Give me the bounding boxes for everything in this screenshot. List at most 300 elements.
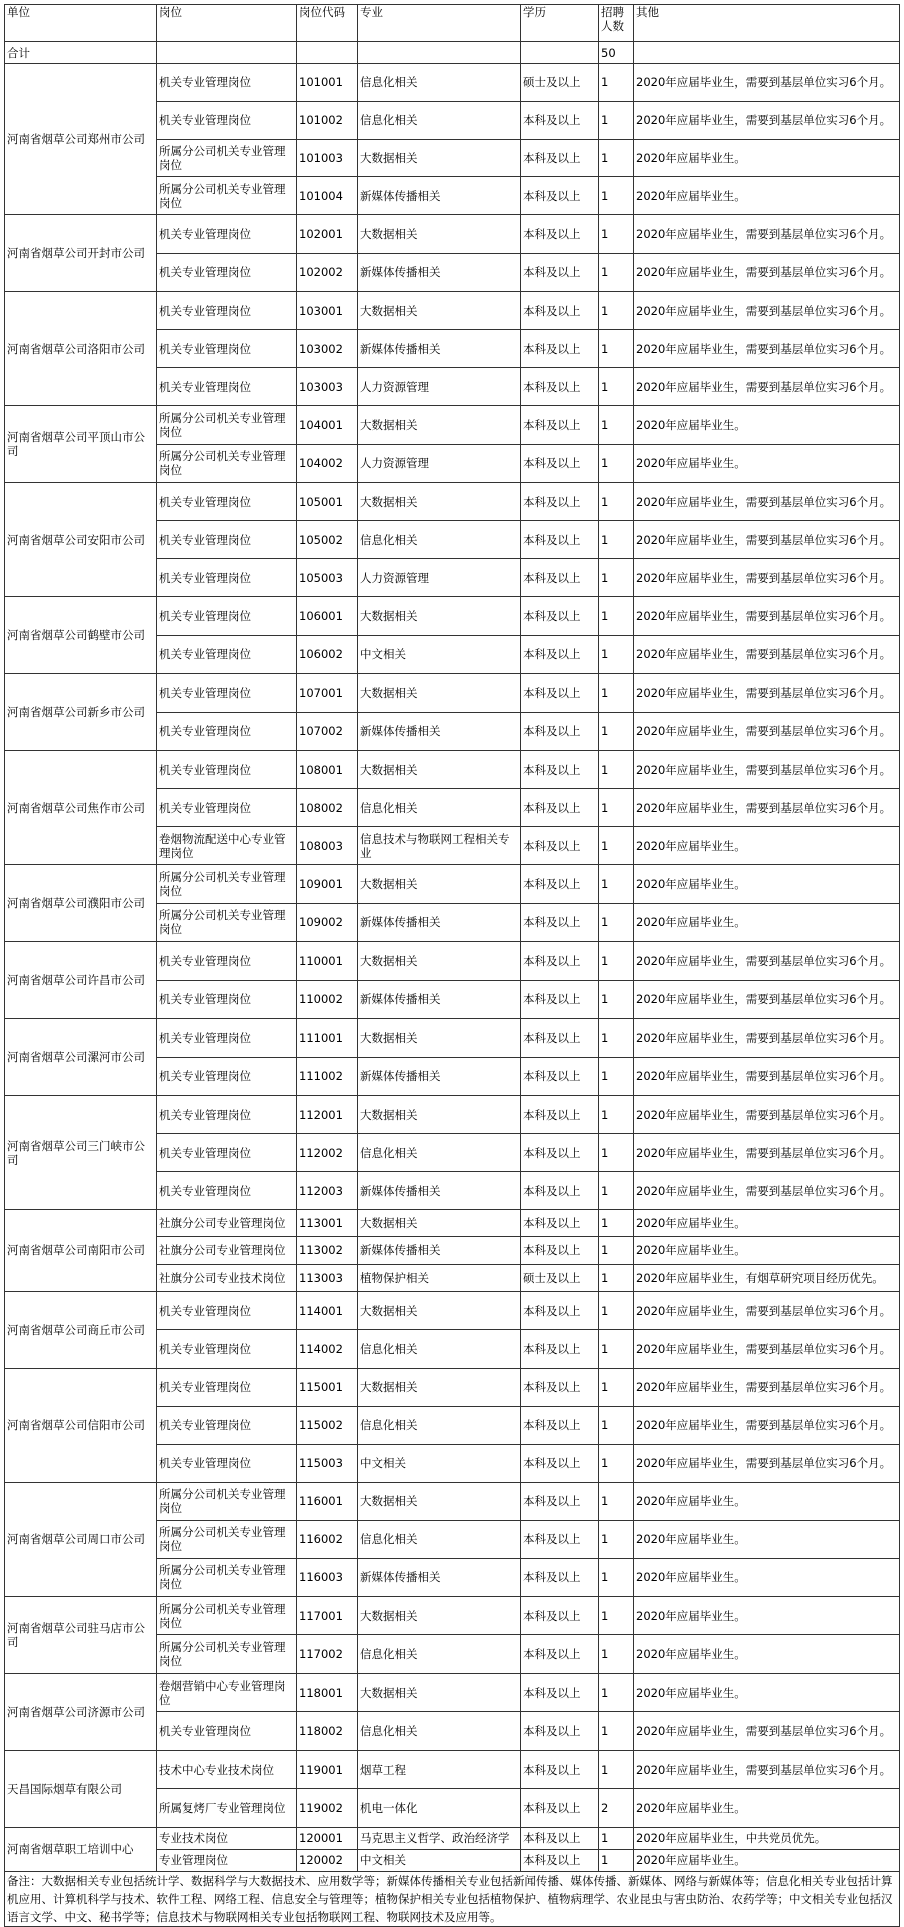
other-cell: 2020年应届毕业生。 bbox=[634, 827, 900, 865]
code-cell: 112002 bbox=[297, 1134, 358, 1172]
education-cell: 本科及以上 bbox=[521, 1368, 599, 1406]
education-cell: 本科及以上 bbox=[521, 483, 599, 521]
education-cell: 本科及以上 bbox=[521, 980, 599, 1019]
count-cell: 1 bbox=[599, 674, 634, 713]
position-cell: 所属分公司机关专业管理岗位 bbox=[157, 406, 297, 445]
other-cell: 2020年应届毕业生，需要到基层单位实习6个月。 bbox=[634, 1172, 900, 1210]
position-cell: 专业管理岗位 bbox=[157, 1849, 297, 1871]
count-cell: 1 bbox=[599, 712, 634, 751]
code-cell: 108001 bbox=[297, 751, 358, 789]
major-cell: 信息化相关 bbox=[358, 1712, 521, 1751]
total-count: 50 bbox=[599, 42, 634, 64]
code-cell: 119001 bbox=[297, 1750, 358, 1789]
unit-cell: 河南省烟草公司洛阳市公司 bbox=[5, 292, 157, 406]
education-cell: 本科及以上 bbox=[521, 1019, 599, 1058]
total-empty-cell bbox=[297, 42, 358, 64]
major-cell: 大数据相关 bbox=[358, 751, 521, 789]
count-cell: 1 bbox=[599, 1406, 634, 1444]
major-cell: 大数据相关 bbox=[358, 1673, 521, 1712]
position-cell: 机关专业管理岗位 bbox=[157, 101, 297, 139]
count-cell: 1 bbox=[599, 1172, 634, 1210]
position-cell: 专业技术岗位 bbox=[157, 1827, 297, 1849]
education-cell: 硕士及以上 bbox=[521, 1264, 599, 1291]
education-cell: 本科及以上 bbox=[521, 177, 599, 215]
other-cell: 2020年应届毕业生，需要到基层单位实习6个月。 bbox=[634, 1134, 900, 1172]
major-cell: 信息化相关 bbox=[358, 1134, 521, 1172]
count-cell: 1 bbox=[599, 1210, 634, 1237]
header-position: 岗位 bbox=[157, 5, 297, 42]
position-cell: 机关专业管理岗位 bbox=[157, 1172, 297, 1210]
other-cell: 2020年应届毕业生。 bbox=[634, 1849, 900, 1871]
table-row bbox=[5, 1827, 900, 1849]
table-row bbox=[5, 406, 900, 445]
education-cell: 本科及以上 bbox=[521, 1635, 599, 1674]
other-cell: 2020年应届毕业生，需要到基层单位实习6个月。 bbox=[634, 1330, 900, 1369]
count-cell: 1 bbox=[599, 139, 634, 177]
code-cell: 107001 bbox=[297, 674, 358, 713]
count-cell: 1 bbox=[599, 1264, 634, 1291]
education-cell: 本科及以上 bbox=[521, 865, 599, 904]
total-empty-cell bbox=[157, 42, 297, 64]
major-cell: 大数据相关 bbox=[358, 1596, 521, 1635]
count-cell: 1 bbox=[599, 1291, 634, 1330]
education-cell: 本科及以上 bbox=[521, 101, 599, 139]
unit-cell: 河南省烟草公司开封市公司 bbox=[5, 215, 157, 292]
position-cell: 机关专业管理岗位 bbox=[157, 1057, 297, 1096]
education-cell: 硕士及以上 bbox=[521, 64, 599, 102]
code-cell: 112003 bbox=[297, 1172, 358, 1210]
other-cell: 2020年应届毕业生，需要到基层单位实习6个月。 bbox=[634, 253, 900, 292]
education-cell: 本科及以上 bbox=[521, 521, 599, 559]
recruitment-table bbox=[4, 4, 900, 1927]
major-cell: 大数据相关 bbox=[358, 674, 521, 713]
table-row bbox=[5, 1750, 900, 1789]
position-cell: 机关专业管理岗位 bbox=[157, 1368, 297, 1406]
unit-cell: 河南省烟草公司许昌市公司 bbox=[5, 942, 157, 1019]
code-cell: 111002 bbox=[297, 1057, 358, 1096]
position-cell: 机关专业管理岗位 bbox=[157, 1291, 297, 1330]
unit-cell: 河南省烟草公司濮阳市公司 bbox=[5, 865, 157, 942]
code-cell: 105002 bbox=[297, 521, 358, 559]
position-cell: 机关专业管理岗位 bbox=[157, 1444, 297, 1482]
unit-cell: 河南省烟草公司驻马店市公司 bbox=[5, 1596, 157, 1673]
table-row bbox=[5, 1096, 900, 1134]
count-cell: 1 bbox=[599, 1596, 634, 1635]
other-cell: 2020年应届毕业生。 bbox=[634, 1237, 900, 1264]
major-cell: 信息化相关 bbox=[358, 1520, 521, 1558]
education-cell: 本科及以上 bbox=[521, 1134, 599, 1172]
major-cell: 植物保护相关 bbox=[358, 1264, 521, 1291]
other-cell: 2020年应届毕业生，需要到基层单位实习6个月。 bbox=[634, 64, 900, 102]
position-cell: 社旗分公司专业管理岗位 bbox=[157, 1237, 297, 1264]
education-cell: 本科及以上 bbox=[521, 253, 599, 292]
education-cell: 本科及以上 bbox=[521, 1291, 599, 1330]
code-cell: 112001 bbox=[297, 1096, 358, 1134]
other-cell: 2020年应届毕业生，需要到基层单位实习6个月。 bbox=[634, 1368, 900, 1406]
position-cell: 机关专业管理岗位 bbox=[157, 751, 297, 789]
position-cell: 所属分公司机关专业管理岗位 bbox=[157, 1635, 297, 1674]
other-cell: 2020年应届毕业生，需要到基层单位实习6个月。 bbox=[634, 635, 900, 674]
code-cell: 106001 bbox=[297, 597, 358, 636]
count-cell: 1 bbox=[599, 1019, 634, 1058]
education-cell: 本科及以上 bbox=[521, 1406, 599, 1444]
other-cell: 2020年应届毕业生。 bbox=[634, 1210, 900, 1237]
major-cell: 大数据相关 bbox=[358, 1210, 521, 1237]
count-cell: 1 bbox=[599, 177, 634, 215]
count-cell: 1 bbox=[599, 330, 634, 368]
count-cell: 1 bbox=[599, 521, 634, 559]
count-cell: 1 bbox=[599, 1134, 634, 1172]
other-cell: 2020年应届毕业生，需要到基层单位实习6个月。 bbox=[634, 712, 900, 751]
major-cell: 新媒体传播相关 bbox=[358, 1172, 521, 1210]
other-cell: 2020年应届毕业生。 bbox=[634, 1520, 900, 1558]
education-cell: 本科及以上 bbox=[521, 1210, 599, 1237]
education-cell: 本科及以上 bbox=[521, 789, 599, 827]
other-cell: 2020年应届毕业生，需要到基层单位实习6个月。 bbox=[634, 101, 900, 139]
education-cell: 本科及以上 bbox=[521, 1789, 599, 1828]
count-cell: 1 bbox=[599, 1558, 634, 1596]
count-cell: 1 bbox=[599, 1750, 634, 1789]
code-cell: 116003 bbox=[297, 1558, 358, 1596]
code-cell: 115002 bbox=[297, 1406, 358, 1444]
code-cell: 103003 bbox=[297, 368, 358, 406]
other-cell: 2020年应届毕业生。 bbox=[634, 865, 900, 904]
unit-cell: 河南省烟草公司鹤壁市公司 bbox=[5, 597, 157, 674]
count-cell: 1 bbox=[599, 1482, 634, 1520]
position-cell: 所属分公司机关专业管理岗位 bbox=[157, 865, 297, 904]
count-cell: 1 bbox=[599, 635, 634, 674]
major-cell: 信息化相关 bbox=[358, 1406, 521, 1444]
header-major: 专业 bbox=[358, 5, 521, 42]
table-row bbox=[5, 1291, 900, 1330]
code-cell: 114001 bbox=[297, 1291, 358, 1330]
total-row bbox=[5, 42, 900, 64]
other-cell: 2020年应届毕业生，需要到基层单位实习6个月。 bbox=[634, 789, 900, 827]
education-cell: 本科及以上 bbox=[521, 368, 599, 406]
position-cell: 机关专业管理岗位 bbox=[157, 635, 297, 674]
code-cell: 116001 bbox=[297, 1482, 358, 1520]
other-cell: 2020年应届毕业生。 bbox=[634, 903, 900, 942]
position-cell: 机关专业管理岗位 bbox=[157, 368, 297, 406]
position-cell: 机关专业管理岗位 bbox=[157, 712, 297, 751]
major-cell: 人力资源管理 bbox=[358, 559, 521, 597]
major-cell: 信息化相关 bbox=[358, 1330, 521, 1369]
count-cell: 1 bbox=[599, 1520, 634, 1558]
education-cell: 本科及以上 bbox=[521, 1827, 599, 1849]
position-cell: 社旗分公司专业管理岗位 bbox=[157, 1210, 297, 1237]
table-row bbox=[5, 1019, 900, 1058]
major-cell: 大数据相关 bbox=[358, 1019, 521, 1058]
code-cell: 108002 bbox=[297, 789, 358, 827]
position-cell: 机关专业管理岗位 bbox=[157, 483, 297, 521]
code-cell: 120001 bbox=[297, 1827, 358, 1849]
note-text: 备注：大数据相关专业包括统计学、数据科学与大数据技术、应用数学等；新媒体传播相关专业包括新闻传播、媒体传播、新媒体、网络与新媒体等；信息化相关专业包括计算机应用、计算机科学与技术、软件工程、网络工程、信息安全与管理等；植物保护相关专业包括植物保护、植物病理学、农业昆虫与害虫防治、农药学等；中文相关专业包括汉语言文学、中文、秘书学等；信息技术与物联网相关专业包括物联网工程、物联网技术及应用等。 bbox=[5, 1871, 900, 1926]
education-cell: 本科及以上 bbox=[521, 635, 599, 674]
unit-cell: 河南省烟草公司平顶山市公司 bbox=[5, 406, 157, 483]
code-cell: 108003 bbox=[297, 827, 358, 865]
position-cell: 机关专业管理岗位 bbox=[157, 1330, 297, 1369]
position-cell: 社旗分公司专业技术岗位 bbox=[157, 1264, 297, 1291]
major-cell: 大数据相关 bbox=[358, 942, 521, 981]
other-cell: 2020年应届毕业生，需要到基层单位实习6个月。 bbox=[634, 942, 900, 981]
note-row bbox=[5, 1871, 900, 1926]
other-cell: 2020年应届毕业生，需要到基层单位实习6个月。 bbox=[634, 1291, 900, 1330]
major-cell: 信息化相关 bbox=[358, 521, 521, 559]
count-cell: 1 bbox=[599, 253, 634, 292]
code-cell: 102001 bbox=[297, 215, 358, 254]
code-cell: 105001 bbox=[297, 483, 358, 521]
code-cell: 103002 bbox=[297, 330, 358, 368]
position-cell: 所属分公司机关专业管理岗位 bbox=[157, 1558, 297, 1596]
other-cell: 2020年应届毕业生，需要到基层单位实习6个月。 bbox=[634, 674, 900, 713]
education-cell: 本科及以上 bbox=[521, 559, 599, 597]
education-cell: 本科及以上 bbox=[521, 1237, 599, 1264]
major-cell: 马克思主义哲学、政治经济学 bbox=[358, 1827, 521, 1849]
count-cell: 1 bbox=[599, 368, 634, 406]
major-cell: 信息技术与物联网工程相关专业 bbox=[358, 827, 521, 865]
major-cell: 大数据相关 bbox=[358, 865, 521, 904]
code-cell: 113003 bbox=[297, 1264, 358, 1291]
major-cell: 中文相关 bbox=[358, 1849, 521, 1871]
education-cell: 本科及以上 bbox=[521, 1673, 599, 1712]
count-cell: 1 bbox=[599, 559, 634, 597]
other-cell: 2020年应届毕业生。 bbox=[634, 1558, 900, 1596]
education-cell: 本科及以上 bbox=[521, 1482, 599, 1520]
other-cell: 2020年应届毕业生，需要到基层单位实习6个月。 bbox=[634, 521, 900, 559]
code-cell: 109001 bbox=[297, 865, 358, 904]
position-cell: 机关专业管理岗位 bbox=[157, 64, 297, 102]
major-cell: 人力资源管理 bbox=[358, 444, 521, 483]
table-row bbox=[5, 674, 900, 713]
position-cell: 机关专业管理岗位 bbox=[157, 1712, 297, 1751]
position-cell: 所属分公司机关专业管理岗位 bbox=[157, 139, 297, 177]
education-cell: 本科及以上 bbox=[521, 827, 599, 865]
position-cell: 所属分公司机关专业管理岗位 bbox=[157, 1520, 297, 1558]
other-cell: 2020年应届毕业生。 bbox=[634, 444, 900, 483]
code-cell: 102002 bbox=[297, 253, 358, 292]
code-cell: 120002 bbox=[297, 1849, 358, 1871]
count-cell: 1 bbox=[599, 1096, 634, 1134]
major-cell: 新媒体传播相关 bbox=[358, 1558, 521, 1596]
position-cell: 机关专业管理岗位 bbox=[157, 292, 297, 330]
major-cell: 大数据相关 bbox=[358, 139, 521, 177]
unit-cell: 河南省烟草公司信阳市公司 bbox=[5, 1368, 157, 1482]
other-cell: 2020年应届毕业生，需要到基层单位实习6个月。 bbox=[634, 559, 900, 597]
education-cell: 本科及以上 bbox=[521, 1596, 599, 1635]
other-cell: 2020年应届毕业生，需要到基层单位实习6个月。 bbox=[634, 597, 900, 636]
other-cell: 2020年应届毕业生，需要到基层单位实习6个月。 bbox=[634, 368, 900, 406]
table-row bbox=[5, 597, 900, 636]
code-cell: 117001 bbox=[297, 1596, 358, 1635]
other-cell: 2020年应届毕业生。 bbox=[634, 406, 900, 445]
position-cell: 技术中心专业技术岗位 bbox=[157, 1750, 297, 1789]
position-cell: 机关专业管理岗位 bbox=[157, 1134, 297, 1172]
position-cell: 卷烟营销中心专业管理岗位 bbox=[157, 1673, 297, 1712]
major-cell: 大数据相关 bbox=[358, 1291, 521, 1330]
position-cell: 机关专业管理岗位 bbox=[157, 215, 297, 254]
count-cell: 1 bbox=[599, 942, 634, 981]
major-cell: 大数据相关 bbox=[358, 1368, 521, 1406]
count-cell: 1 bbox=[599, 1635, 634, 1674]
total-label: 合计 bbox=[5, 42, 157, 64]
code-cell: 113001 bbox=[297, 1210, 358, 1237]
count-cell: 1 bbox=[599, 1237, 634, 1264]
major-cell: 人力资源管理 bbox=[358, 368, 521, 406]
code-cell: 114002 bbox=[297, 1330, 358, 1369]
education-cell: 本科及以上 bbox=[521, 330, 599, 368]
count-cell: 1 bbox=[599, 1849, 634, 1871]
code-cell: 117002 bbox=[297, 1635, 358, 1674]
other-cell: 2020年应届毕业生，需要到基层单位实习6个月。 bbox=[634, 483, 900, 521]
position-cell: 机关专业管理岗位 bbox=[157, 330, 297, 368]
count-cell: 1 bbox=[599, 1712, 634, 1751]
code-cell: 118001 bbox=[297, 1673, 358, 1712]
major-cell: 新媒体传播相关 bbox=[358, 177, 521, 215]
other-cell: 2020年应届毕业生，需要到基层单位实习6个月。 bbox=[634, 751, 900, 789]
code-cell: 101003 bbox=[297, 139, 358, 177]
count-cell: 1 bbox=[599, 1057, 634, 1096]
count-cell: 1 bbox=[599, 1368, 634, 1406]
education-cell: 本科及以上 bbox=[521, 1057, 599, 1096]
code-cell: 109002 bbox=[297, 903, 358, 942]
code-cell: 110002 bbox=[297, 980, 358, 1019]
count-cell: 1 bbox=[599, 903, 634, 942]
major-cell: 新媒体传播相关 bbox=[358, 980, 521, 1019]
table-row bbox=[5, 751, 900, 789]
total-empty-cell bbox=[521, 42, 599, 64]
count-cell: 1 bbox=[599, 1673, 634, 1712]
other-cell: 2020年应届毕业生。 bbox=[634, 1673, 900, 1712]
count-cell: 1 bbox=[599, 444, 634, 483]
table-row bbox=[5, 1368, 900, 1406]
code-cell: 119002 bbox=[297, 1789, 358, 1828]
position-cell: 机关专业管理岗位 bbox=[157, 559, 297, 597]
other-cell: 2020年应届毕业生，需要到基层单位实习6个月。 bbox=[634, 1019, 900, 1058]
position-cell: 机关专业管理岗位 bbox=[157, 1406, 297, 1444]
total-empty-cell bbox=[634, 42, 900, 64]
other-cell: 2020年应届毕业生。 bbox=[634, 1482, 900, 1520]
count-cell: 1 bbox=[599, 597, 634, 636]
education-cell: 本科及以上 bbox=[521, 942, 599, 981]
other-cell: 2020年应届毕业生。 bbox=[634, 139, 900, 177]
education-cell: 本科及以上 bbox=[521, 292, 599, 330]
major-cell: 大数据相关 bbox=[358, 215, 521, 254]
major-cell: 大数据相关 bbox=[358, 483, 521, 521]
code-cell: 101002 bbox=[297, 101, 358, 139]
other-cell: 2020年应届毕业生。 bbox=[634, 1596, 900, 1635]
major-cell: 新媒体传播相关 bbox=[358, 1057, 521, 1096]
position-cell: 机关专业管理岗位 bbox=[157, 597, 297, 636]
major-cell: 大数据相关 bbox=[358, 1482, 521, 1520]
table-row bbox=[5, 1596, 900, 1635]
other-cell: 2020年应届毕业生，有烟草研究项目经历优先。 bbox=[634, 1264, 900, 1291]
count-cell: 1 bbox=[599, 292, 634, 330]
other-cell: 2020年应届毕业生，需要到基层单位实习6个月。 bbox=[634, 1096, 900, 1134]
position-cell: 机关专业管理岗位 bbox=[157, 942, 297, 981]
other-cell: 2020年应届毕业生，需要到基层单位实习6个月。 bbox=[634, 215, 900, 254]
other-cell: 2020年应届毕业生，中共党员优先。 bbox=[634, 1827, 900, 1849]
education-cell: 本科及以上 bbox=[521, 1712, 599, 1751]
code-cell: 107002 bbox=[297, 712, 358, 751]
count-cell: 1 bbox=[599, 865, 634, 904]
table-row bbox=[5, 1673, 900, 1712]
position-cell: 机关专业管理岗位 bbox=[157, 253, 297, 292]
major-cell: 信息化相关 bbox=[358, 1635, 521, 1674]
position-cell: 机关专业管理岗位 bbox=[157, 521, 297, 559]
header-code: 岗位代码 bbox=[297, 5, 358, 42]
major-cell: 信息化相关 bbox=[358, 789, 521, 827]
code-cell: 101001 bbox=[297, 64, 358, 102]
education-cell: 本科及以上 bbox=[521, 1172, 599, 1210]
other-cell: 2020年应届毕业生。 bbox=[634, 1789, 900, 1828]
count-cell: 1 bbox=[599, 64, 634, 102]
code-cell: 118002 bbox=[297, 1712, 358, 1751]
header-unit: 单位 bbox=[5, 5, 157, 42]
education-cell: 本科及以上 bbox=[521, 597, 599, 636]
count-cell: 1 bbox=[599, 1827, 634, 1849]
education-cell: 本科及以上 bbox=[521, 1750, 599, 1789]
header-recruit-count: 招聘人数 bbox=[599, 5, 634, 42]
code-cell: 104002 bbox=[297, 444, 358, 483]
unit-cell: 河南省烟草职工培训中心 bbox=[5, 1827, 157, 1871]
unit-cell: 河南省烟草公司安阳市公司 bbox=[5, 483, 157, 597]
education-cell: 本科及以上 bbox=[521, 751, 599, 789]
education-cell: 本科及以上 bbox=[521, 215, 599, 254]
other-cell: 2020年应届毕业生，需要到基层单位实习6个月。 bbox=[634, 1406, 900, 1444]
major-cell: 新媒体传播相关 bbox=[358, 1237, 521, 1264]
position-cell: 所属分公司机关专业管理岗位 bbox=[157, 1596, 297, 1635]
major-cell: 大数据相关 bbox=[358, 292, 521, 330]
unit-cell: 河南省烟草公司三门峡市公司 bbox=[5, 1096, 157, 1210]
major-cell: 大数据相关 bbox=[358, 406, 521, 445]
education-cell: 本科及以上 bbox=[521, 1330, 599, 1369]
unit-cell: 河南省烟草公司漯河市公司 bbox=[5, 1019, 157, 1096]
other-cell: 2020年应届毕业生，需要到基层单位实习6个月。 bbox=[634, 980, 900, 1019]
code-cell: 104001 bbox=[297, 406, 358, 445]
education-cell: 本科及以上 bbox=[521, 406, 599, 445]
unit-cell: 天昌国际烟草有限公司 bbox=[5, 1750, 157, 1827]
other-cell: 2020年应届毕业生，需要到基层单位实习6个月。 bbox=[634, 1057, 900, 1096]
table-row bbox=[5, 292, 900, 330]
code-cell: 115003 bbox=[297, 1444, 358, 1482]
education-cell: 本科及以上 bbox=[521, 1520, 599, 1558]
other-cell: 2020年应届毕业生，需要到基层单位实习6个月。 bbox=[634, 292, 900, 330]
position-cell: 机关专业管理岗位 bbox=[157, 789, 297, 827]
table-row bbox=[5, 64, 900, 102]
other-cell: 2020年应届毕业生，需要到基层单位实习6个月。 bbox=[634, 1444, 900, 1482]
major-cell: 新媒体传播相关 bbox=[358, 903, 521, 942]
major-cell: 新媒体传播相关 bbox=[358, 253, 521, 292]
code-cell: 105003 bbox=[297, 559, 358, 597]
total-empty-cell bbox=[358, 42, 521, 64]
table-row bbox=[5, 1210, 900, 1237]
major-cell: 机电一体化 bbox=[358, 1789, 521, 1828]
major-cell: 中文相关 bbox=[358, 635, 521, 674]
position-cell: 所属分公司机关专业管理岗位 bbox=[157, 1482, 297, 1520]
other-cell: 2020年应届毕业生，需要到基层单位实习6个月。 bbox=[634, 330, 900, 368]
position-cell: 卷烟物流配送中心专业管理岗位 bbox=[157, 827, 297, 865]
count-cell: 1 bbox=[599, 789, 634, 827]
unit-cell: 河南省烟草公司焦作市公司 bbox=[5, 751, 157, 865]
other-cell: 2020年应届毕业生，需要到基层单位实习6个月。 bbox=[634, 1712, 900, 1751]
education-cell: 本科及以上 bbox=[521, 1444, 599, 1482]
count-cell: 1 bbox=[599, 215, 634, 254]
count-cell: 1 bbox=[599, 483, 634, 521]
code-cell: 103001 bbox=[297, 292, 358, 330]
unit-cell: 河南省烟草公司周口市公司 bbox=[5, 1482, 157, 1596]
table-row bbox=[5, 1482, 900, 1520]
major-cell: 信息化相关 bbox=[358, 64, 521, 102]
